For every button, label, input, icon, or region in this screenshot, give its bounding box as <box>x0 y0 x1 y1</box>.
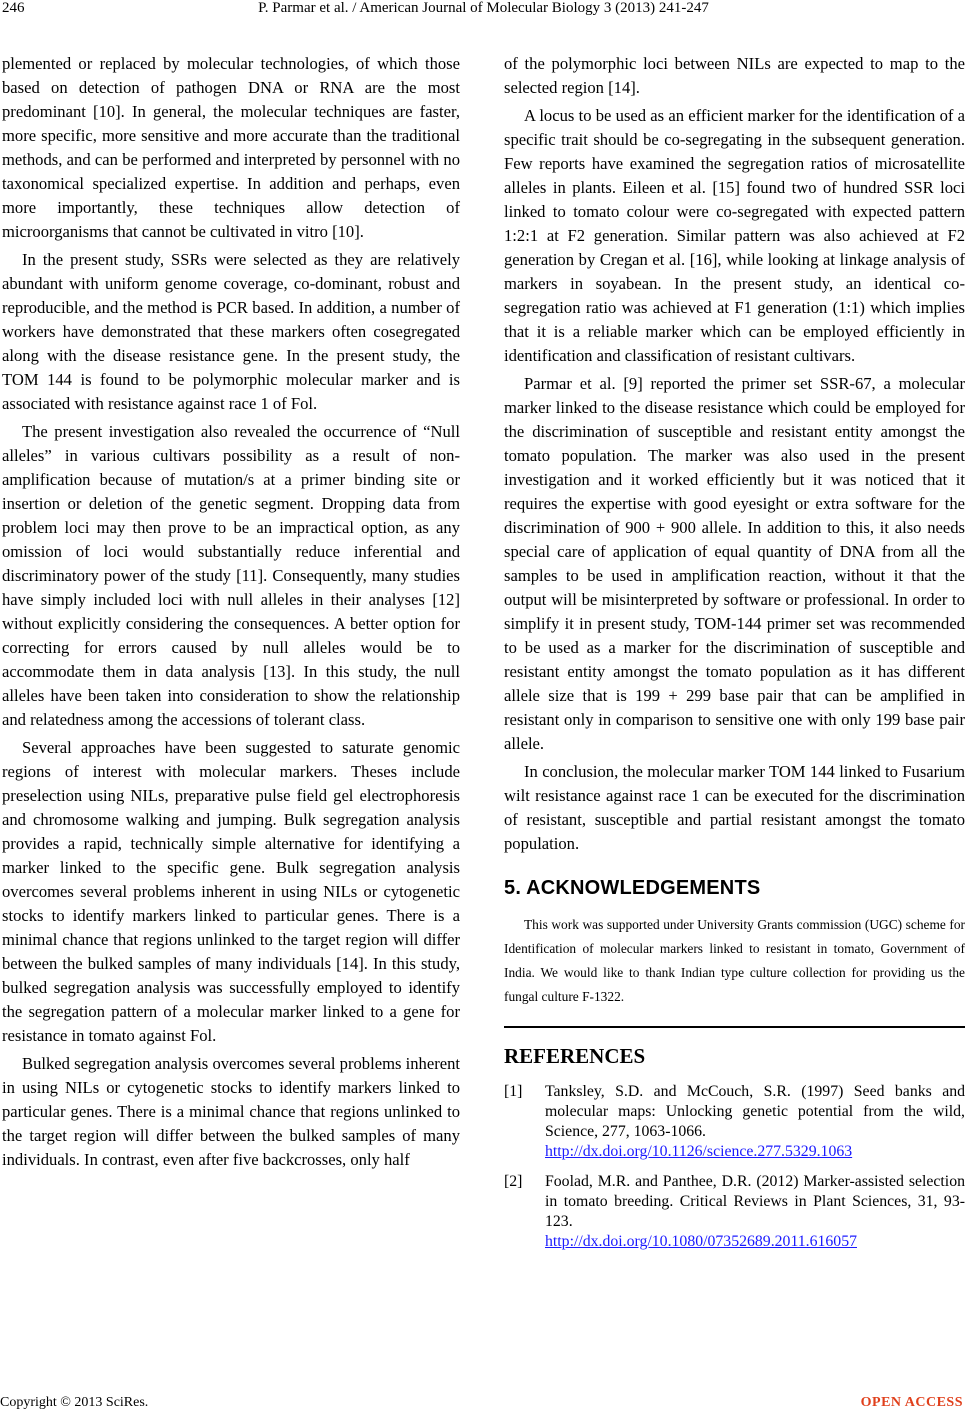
paragraph: Parmar et al. [9] reported the primer set SSR-67, a molecular marker linked to the disease resistance which could be employed for the discrimination of susceptible and resistant entity amongst the tomato population. The marker was also used in the present investigation and it worked efficiently but it was noticed that it requires the expertise with good eyesight or extra software for the discrimination of 900 + 900 allele. In addition to this, it also needs special care of application of equal quantity of DNA from all the samples to be used in amplification reaction, without it that the output will be misinterpreted by software or professional. In order to simplify it in present study, TOM-144 primer set was recommended to be used as a marker for the discrimination of susceptible and resistant entity amongst the tomato population as it has different allele size that is 199 + 299 base pair that can be amplified in resistant only in comparison to sensitive one with only 199 base pair allele. <box>504 374 965 753</box>
copyright: Copyright © 2013 SciRes. <box>0 1395 149 1410</box>
divider <box>504 1026 965 1028</box>
reference-text: Tanksley, S.D. and McCouch, S.R. (1997) Seed banks and molecular maps: Unlocking genetic potential from the wild, Science, 277, 1063-1066. <box>545 1083 965 1140</box>
reference-item <box>504 1172 965 1252</box>
left-column <box>2 52 460 1176</box>
page-number: 246 <box>2 0 25 16</box>
reference-item <box>504 1082 965 1162</box>
open-access-label: OPEN ACCESS <box>860 1395 963 1410</box>
reference-doi-link[interactable]: http://dx.doi.org/10.1126/science.277.5329.1063 <box>545 1143 853 1160</box>
paragraph: of the polymorphic loci between NILs are expected to map to the selected region [14]. <box>504 54 965 97</box>
paragraph: A locus to be used as an efficient marker for the identification of a specific trait should be co-segregating in the subsequent generation. Few reports have examined the segregation ratios of microsatellite alleles in plants. Eileen et al. [15] found two of hundred SSR loci linked to tomato colour were co-segregated with expected pattern 1:2:1 at F2 generation. Similar pattern was also achieved at F2 generation by Cregan et al. [16], while looking at linkage analysis of markers in soyabean. In the present study, an identical co-segregation ratio was achieved at F1 generation (1:1) which implies that it is a reliable marker which can be employed efficiently in identification and classification of resistant cultivars. <box>504 106 965 365</box>
acknowledgements-text: This work was supported under University Grants commission (UGC) scheme for Identification of molecular markers linked to resistant in tomato, Government of India. We would like to thank Indian type culture collection for providing us the fungal culture F-1322. <box>504 917 965 1004</box>
paragraph: In the present study, SSRs were selected as they are relatively abundant with uniform genome coverage, co-dominant, robust and reproducible, and the method is PCR based. In addition, a number of workers have demonstrated that these markers often cosegregated along with the disease resistance gene. In the present study, the TOM 144 is found to be polymorphic molecular marker and is associated with resistance against race 1 of Fol. <box>2 250 460 413</box>
running-head: P. Parmar et al. / American Journal of Molecular Biology 3 (2013) 241-247 <box>258 0 709 16</box>
paragraph: Bulked segregation analysis overcomes several problems inherent in using NILs or cytogenetic stocks to identify markers linked to particular genes. There is a minimal chance that regions unlinked to the target region will differ between the bulked samples of many individuals. In contrast, even after five backcrosses, only half <box>2 1054 460 1169</box>
paragraph: The present investigation also revealed the occurrence of “Null alleles” in various cultivars possibility as a result of non-amplification because of mutation/s at a primer binding site or insertion or deletion of the genetic segment. Dropping data from problem loci may then prove to be an impractical option, as any omission of loci would substantially reduce inferential and discriminatory power of the study [11]. Consequently, many studies have simply included loci with null alleles in their analyses [12] without explicitly considering the consequences. A better option for correcting for errors caused by null alleles would be to accommodate them in data analysis [13]. In this study, the null alleles have been taken into consideration to show the relationship and relatedness among the accessions of tolerant class. <box>2 422 460 729</box>
paragraph: Several approaches have been suggested to saturate genomic regions of interest with molecular markers. Theses include preselection using NILs, preparative pulse field gel electrophoresis and chromosome walking and jumping. Bulk segregation analysis provides a rapid, technically simple alternative for identifying a marker linked to the specific gene. Bulk segregation analysis overcomes several problems inherent in using NILs or cytogenetic stocks to identify markers linked to particular genes. There is a minimal chance that regions unlinked to the target region will differ between the bulked samples of many individuals [14]. In this study, bulked segregation analysis was successfully employed to identify the segregation pattern of a molecular marker linked to a gene for resistance in tomato against Fol. <box>2 738 460 1045</box>
reference-number: [2] <box>504 1173 523 1190</box>
references-heading: REFERENCES <box>504 1044 646 1068</box>
reference-doi-link[interactable]: http://dx.doi.org/10.1080/07352689.2011.616057 <box>545 1233 857 1250</box>
paragraph: plemented or replaced by molecular technologies, of which those based on detection of pathogen DNA or RNA are the most predominant [10]. In general, the molecular techniques are faster, more specific, more sensitive and more accurate than the traditional methods, and can be performed and interpreted by personnel with no taxonomical specialized expertise. In addition and perhaps, even more importantly, these techniques allow detection of microorganisms that cannot be cultivated in vitro [10]. <box>2 54 460 241</box>
reference-text: Foolad, M.R. and Panthee, D.R. (2012) Marker-assisted selection in tomato breeding. Critical Reviews in Plant Sciences, 31, 93-123. <box>545 1173 965 1230</box>
acknowledgements-heading: 5. ACKNOWLEDGEMENTS <box>504 877 761 899</box>
reference-number: [1] <box>504 1083 523 1100</box>
right-column <box>504 52 965 1262</box>
paragraph: In conclusion, the molecular marker TOM 144 linked to Fusarium wilt resistance against race 1 can be executed for the discrimination of resistant, susceptible and partial resistant amongst the tomato population. <box>504 762 965 853</box>
